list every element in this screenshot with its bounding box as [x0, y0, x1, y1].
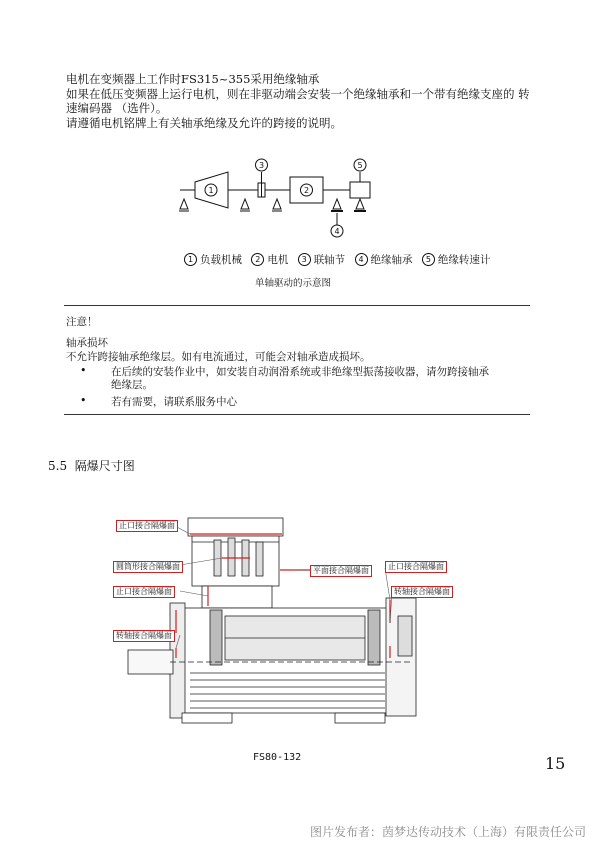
legend-item — [184, 253, 242, 267]
marker-label-1: 1 — [208, 186, 214, 195]
notice-bullet-1-line-2: 绝缘层。 — [111, 379, 153, 391]
tachometer-shape — [350, 182, 370, 198]
legend-item — [298, 253, 346, 267]
legend-label: 联轴节 — [313, 254, 346, 266]
bearing-icon — [241, 199, 249, 209]
marker-label-4: 4 — [334, 227, 340, 236]
marker-label-2: 2 — [303, 186, 310, 195]
page-number: 15 — [545, 754, 566, 773]
publisher-watermark: 图片发布者：茵梦达传动技术（上海）有限责任公司 — [309, 825, 586, 839]
notice-body: 不允许跨接轴承绝缘层。如有电流通过，可能会对轴承造成损坏。 — [66, 351, 371, 363]
callout-shaft-flamepath-right: 转轴接合隔爆面 — [391, 586, 453, 598]
diagram-legend — [184, 253, 496, 267]
section-title: 隔爆尺寸图 — [74, 459, 135, 473]
notice-top-rule — [64, 305, 530, 306]
legend-label: 负载机械 — [200, 254, 242, 266]
diagram-caption: 单轴驱动的示意图 — [255, 278, 332, 289]
notice-label: 注意！ — [66, 316, 98, 328]
section-heading — [48, 457, 135, 474]
intro-title: 电机在变频器上工作时FS315~355采用绝缘轴承 — [66, 72, 320, 86]
flameproof-motor-drawing — [110, 498, 450, 748]
bullet-dot-icon: • — [80, 394, 87, 407]
bearing-icon — [273, 199, 281, 209]
callout-shaft-flamepath-left: 转轴接合隔爆面 — [113, 630, 175, 642]
callout-flat-flamepath: 平面接合隔爆面 — [310, 565, 372, 577]
bullet-dot-icon: • — [80, 364, 87, 377]
notice-bullet-1-line-1: 在后续的安装作业中，如安装自动润滑系统或非绝缘型振荡接收器，请勿跨接轴承 — [111, 366, 489, 378]
intro-paragraph-line-1: 如果在低压变频器上运行电机，则在非驱动端会安装一个绝缘轴承和一个带有绝缘支座的 转 — [66, 87, 530, 101]
legend-number: 1 — [184, 253, 197, 266]
marker-label-5: 5 — [357, 161, 363, 170]
legend-label: 电机 — [267, 254, 289, 266]
single-shaft-drive-schematic — [170, 155, 390, 250]
legend-item — [355, 253, 413, 267]
legend-number: 3 — [298, 253, 311, 266]
legend-number: 5 — [422, 253, 435, 266]
callout-spigot-flamepath-left: 止口接合隔爆面 — [113, 586, 175, 598]
bearing-icon — [180, 199, 188, 209]
legend-number: 4 — [355, 253, 368, 266]
bearing-icon — [356, 199, 364, 209]
marker-label-3: 3 — [258, 161, 265, 170]
intro-paragraph-line-2: 速编码器 （选件）。 — [66, 101, 168, 115]
drawing-caption: FS80-132 — [253, 752, 302, 763]
legend-item — [422, 253, 491, 267]
notice-bullet-2: 若有需要，请联系服务中心 — [111, 396, 237, 408]
intro-paragraph-line-3: 请遵循电机铭牌上有关轴承绝缘及允许的跨接的说明。 — [66, 116, 342, 130]
section-number: 5.5 — [48, 459, 68, 473]
callout-cylindrical-flamepath: 圆筒形接合隔爆面 — [113, 561, 183, 573]
legend-number: 2 — [251, 253, 264, 266]
legend-label: 绝缘轴承 — [370, 254, 413, 266]
notice-heading: 轴承损坏 — [66, 337, 108, 349]
notice-bottom-rule — [64, 414, 530, 415]
callout-spigot-flamepath-top: 止口接合隔爆面 — [116, 520, 178, 532]
shaft-end — [128, 650, 173, 674]
insulated-bearing-icon — [333, 199, 341, 209]
legend-label: 绝缘转速计 — [437, 254, 491, 266]
legend-item — [251, 253, 288, 267]
terminal-box-lid — [188, 518, 283, 536]
callout-spigot-flamepath-right: 止口接合隔爆面 — [385, 561, 447, 573]
